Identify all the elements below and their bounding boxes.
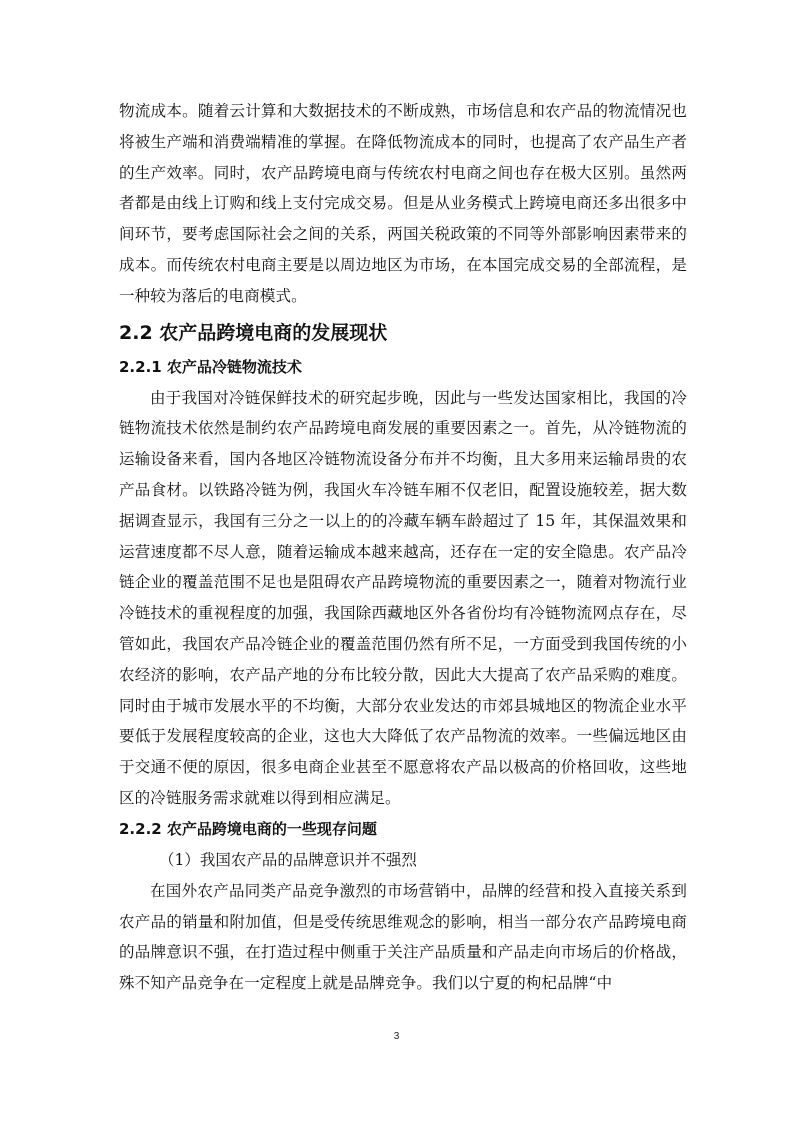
section-heading-2-2: 2.2 农产品跨境电商的发展现状: [119, 321, 388, 344]
page-number: 3: [393, 1031, 400, 1042]
paragraph-cold-chain: 由于我国对冷链保鲜技术的研究起步晚，因此与一些发达国家相比，我国的冷链物流技术依然是制约农产品跨境电商发展的重要因素之一。首先，从冷链物流的运输设备来看，国内各地区冷链物流设备分布并不均衡，且大多用来运输昂贵的农产品食材。以铁路冷链为例，我国火车冷链车厢不仅老旧，配置设施较差，据大数据调查显示，我国有三分之一以上的的冷藏车辆车龄超过了 15 年，其保温效果和运营速度都不尽人意，随着运输成本越来越高，还存在一定的安全隐患。农产品冷链企业的覆盖范围不足也是阻碍农产品跨境物流的重要因素之一，随着对物流行业冷链技术的重视程度的加强，我国除西藏地区外各省份均有冷链物流网点存在，尽管如此，我国农产品冷链企业的覆盖范围仍然有所不足，一方面受到我国传统的小农经济的影响，农产品产地的分布比较分散，因此大大提高了农产品采购的难度。同时由于城市发展水平的不均衡，大部分农业发达的市郊县城地区的物流企业水平要低于发展程度较高的企业，这也大大降低了农产品物流的效率。一些偏远地区由于交通不便的原因，很多电商企业甚至不愿意将农产品以极高的价格回收，这些地区的冷链服务需求就难以得到相应满足。: [119, 388, 687, 807]
list-item-brand-awareness: （1）我国农产品的品牌意识并不强烈: [159, 850, 417, 869]
page-content: [119, 96, 687, 999]
paragraph-brand-competition: 在国外农产品同类产品竞争激烈的市场营销中，品牌的经营和投入直接关系到农产品的销量和附加值，但是受传统思维观念的影响，相当一部分农产品跨境电商的品牌意识不强，在打造过程中侧重于关注产品质量和产品走向市场后的价格战，殊不知产品竞争在一定程度上就是品牌竞争。我们以宁夏的枸杞品牌“中: [119, 881, 687, 993]
paragraph-logistics-cost: 物流成本。随着云计算和大数据技术的不断成熟，市场信息和农产品的物流情况也将被生产端和消费端精准的掌握。在降低物流成本的同时，也提高了农产品生产者的生产效率。同时，农产品跨境电商与传统农村电商之间也存在极大区别。虽然两者都是由线上订购和线上支付完成交易。但是从业务模式上跨境电商还多出很多中间环节，要考虑国际社会之间的关系，两国关税政策的不同等外部影响因素带来的成本。而传统农村电商主要是以周边地区为市场，在本国完成交易的全部流程，是一种较为落后的电商模式。: [119, 102, 687, 305]
subsection-heading-2-2-1: 2.2.1 农产品冷链物流技术: [119, 357, 302, 376]
subsection-heading-2-2-2: 2.2.2 农产品跨境电商的一些现存问题: [119, 819, 377, 838]
